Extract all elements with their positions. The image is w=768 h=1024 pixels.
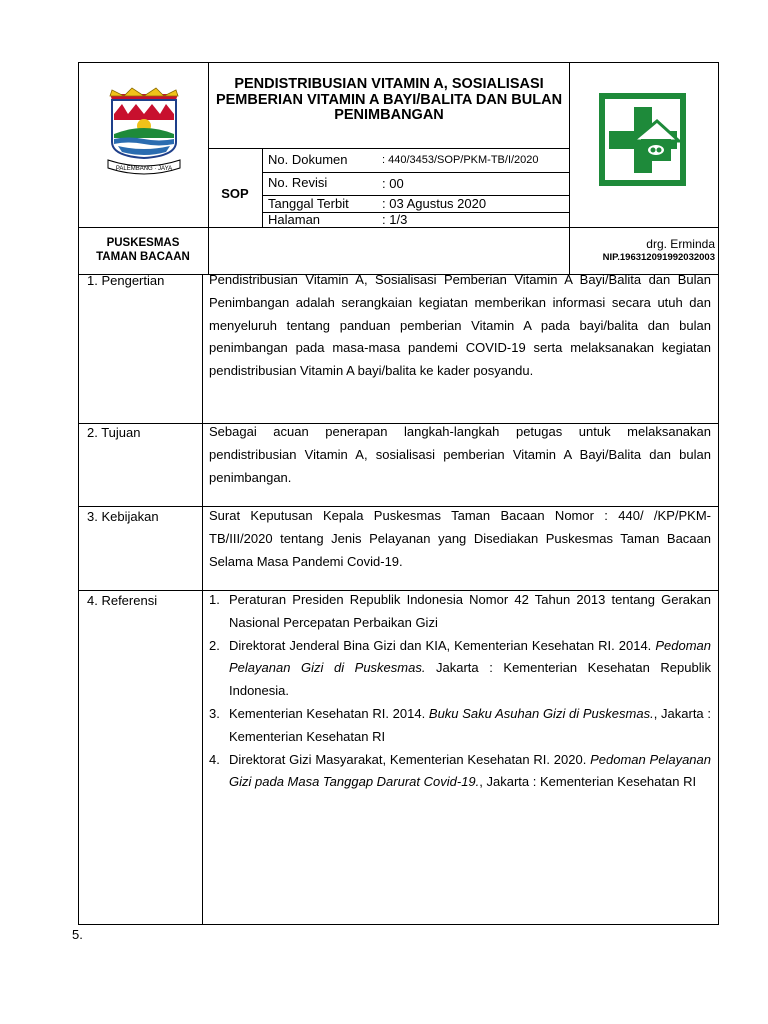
signer [569, 238, 715, 264]
reference-item [209, 635, 711, 703]
section-label-referensi: 4. Referensi [87, 593, 158, 608]
meta-value-revisi: : 00 [382, 176, 404, 191]
reference-text: Kementerian Kesehatan RI. 2014. [229, 705, 429, 721]
section-label-kebijakan: 3. Kebijakan [87, 509, 159, 524]
reference-publisher: , Jakarta : Kementerian Kesehatan RI [479, 774, 697, 790]
org-line2: TAMAN BACAAN [96, 251, 190, 263]
reference-number: 4. [209, 751, 220, 767]
meta-label-tanggal: Tanggal Terbit [268, 196, 349, 211]
section-text-pengertian: Pendistribusian Vitamin A, Sosialisasi Pemberian Vitamin A Bayi/Balita dan Bulan Penimbangan adalah serangkaian kegiatan memberikan informasi secara utuh dan menyeluruh tentang panduan pemberian Vitamin A pada bayi/balita dan bulan penimbangan pada masa-masa pandemi COVID-19 serta melaksanakan kegiatan pendistribusian Vitamin A bayi/balita ke kader posyandu. [209, 272, 711, 379]
meta-label-revisi: No. Revisi [268, 175, 328, 190]
reference-number: 1. [209, 592, 220, 607]
divider [202, 274, 203, 925]
reference-publisher: Jakarta : Kementerian Kesehatan Republik Indonesia. [229, 660, 711, 699]
reference-item [209, 703, 711, 749]
section-label-pengertian: 1. Pengertian [87, 273, 165, 288]
document-title: PENDISTRIBUSIAN VITAMIN A, SOSIALISASI PEMBERIAN VITAMIN A BAYI/BALITA DAN BULAN PENIMBANGAN [215, 76, 563, 123]
reference-number: 3. [209, 705, 220, 721]
reference-title: Pedoman Pelayanan Gizi pada Masa Tanggap Darurat Covid-19. [229, 751, 711, 790]
divider [262, 148, 263, 228]
reference-text: Direktorat Gizi Masyarakat, Kementerian Kesehatan RI. 2020. [229, 751, 591, 767]
meta-label-halaman: Halaman [268, 212, 321, 227]
reference-text: Direktorat Jenderal Bina Gizi dan KIA, Kementerian Kesehatan RI. 2014. [229, 637, 656, 653]
reference-publisher: , Jakarta : Kementerian Kesehatan RI [229, 705, 711, 744]
org-line1: PUSKESMAS [106, 237, 180, 249]
emblem-text: PALEMBANG · JAYA [115, 166, 173, 172]
signer-nip: NIP.196312091992032003 [602, 252, 715, 263]
signer-name: drg. Erminda [646, 237, 715, 251]
next-section-number: 5. [72, 927, 83, 942]
meta-value-tanggal: : 03 Agustus 2020 [382, 196, 487, 211]
reference-title: Buku Saku Asuhan Gizi di Puskesmas. [428, 705, 654, 721]
section-text-kebijakan: Surat Keputusan Kepala Puskesmas Taman Bacaan Nomor : 440/ /KP/PKM-TB/III/2020 tentang Jenis Pelayanan yang Disediakan Puskesmas Taman Bacaan Selama Masa Pandemi Covid-19. [209, 508, 711, 569]
reference-item [209, 589, 711, 635]
sop-label: SOP [221, 186, 249, 201]
meta-value-halaman: : 1/3 [382, 212, 408, 227]
section-text-tujuan: Sebagai acuan penerapan langkah-langkah petugas untuk melaksanakan pendistribusian Vitamin A, sosialisasi pemberian Vitamin A Bayi/Balita dan bulan penimbangan. [209, 424, 711, 485]
reference-number: 2. [209, 637, 220, 653]
section-label-tujuan: 2. Tujuan [87, 425, 141, 440]
reference-text: Peraturan Presiden Republik Indonesia Nomor 42 Tahun 2013 tentang Gerakan Nasional Percepatan Perbaikan Gizi [229, 592, 711, 630]
org-name [78, 236, 208, 264]
reference-list [209, 589, 711, 794]
reference-title: Pedoman Pelayanan Gizi di Puskesmas. [229, 637, 711, 676]
puskesmas-logo [599, 93, 686, 186]
reference-item [209, 749, 711, 795]
city-emblem [104, 86, 184, 180]
meta-value-dokumen: : 440/3453/SOP/PKM-TB/I/2020 [382, 154, 539, 166]
divider [262, 172, 570, 173]
meta-label-dokumen: No. Dokumen [268, 152, 348, 167]
divider [208, 148, 570, 149]
